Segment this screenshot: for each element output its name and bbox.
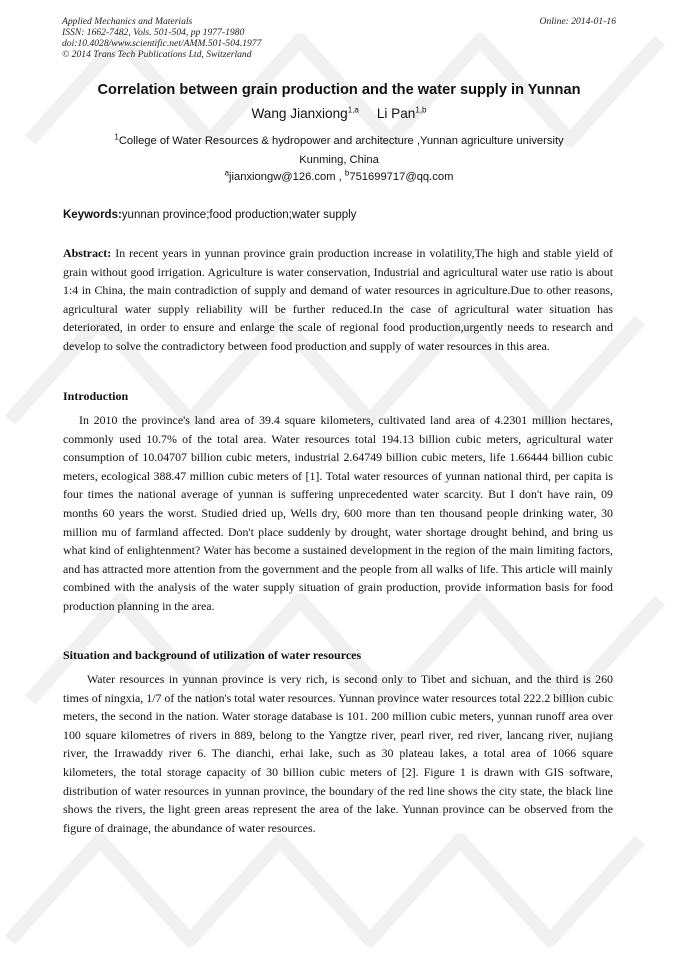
online-date: Online: 2014-01-16 bbox=[539, 16, 616, 27]
doi-line: doi:10.4028/www.scientific.net/AMM.501-504.1977 bbox=[62, 38, 262, 49]
abstract-paragraph bbox=[63, 244, 613, 356]
affiliation-city: Kunming, China bbox=[299, 154, 379, 166]
author-name: Li Pan bbox=[376, 106, 416, 121]
affiliation-institution: College of Water Resources & hydropower and architecture ,Yunnan agriculture university bbox=[118, 135, 564, 147]
author-list bbox=[40, 106, 638, 121]
keywords-label: Keywords: bbox=[63, 209, 122, 221]
abstract-label: Abstract: bbox=[63, 246, 112, 260]
affiliation-line bbox=[40, 132, 638, 147]
email-link: jianxiongw@126.com , bbox=[229, 171, 342, 183]
journal-name: Applied Mechanics and Materials bbox=[62, 16, 193, 27]
abstract-text: In recent years in yunnan province grain production increase in volatility,The high and stable yield of grain without good irrigation. Agriculture is water conservation, Industrial and agricultural water use ratio is about 1:4 in China, the main contradiction of supply and demand of water resources in agriculture.Due to other reasons, agricultural water supply reliability will be further reduced.In the case of agricultural water situation has deteriorated, in order to ensure and enlarge the scale of regional food production,urgently needs to research and develop to solve the contradictory between food production and supply of water resources in this area. bbox=[63, 246, 613, 353]
author-emails bbox=[40, 168, 638, 183]
keywords-text: yunnan province;food production;water supply bbox=[121, 209, 357, 221]
section-heading-water-resources: Situation and background of utilization of water resources bbox=[63, 648, 362, 662]
introduction-paragraph: In 2010 the province's land area of 39.4 square kilometers, cultivated land area of 4.2301 million hectares, commonly used 10.7% of the total area. Water resources total 194.13 billion cubic meters, agricultural water consumption of 10.04707 billion cubic meters, industrial 2.64749 billion cubic meters, life 1.66444 billion cubic meters, ecological 388.47 million cubic meters of [1]. Total water resources of yunnan national third, per capita is four times the national average of yunnan is suffering unprecedented water scarcity. But I don't have rain, 09 months 60 years the worst. Studied dried up, Wells dry, 600 more than ten thousand people drinking water, 30 million mu of farmland affected. Don't place suddenly by drought, water shortage drought behind, and bring us what kind of enlightenment? Water has become a sustained development in the region of the main limiting factors, and has attracted more attention from the government and the people from all walks of life. This article will mainly combined with the analysis of the water supply situation of grain production, provide information basis for food production planning in the area. bbox=[63, 413, 613, 613]
email-link: 751699717@qq.com bbox=[349, 171, 454, 183]
email-superscript: a bbox=[224, 168, 230, 178]
copyright-line: © 2014 Trans Tech Publications Ltd, Switzerland bbox=[62, 49, 252, 60]
paper-title: Correlation between grain production and the water supply in Yunnan bbox=[97, 82, 581, 98]
journal-header bbox=[62, 16, 392, 60]
email-superscript: b bbox=[344, 168, 350, 178]
affiliation-superscript: 1 bbox=[114, 132, 119, 142]
author-name: Wang Jianxiong bbox=[251, 106, 348, 121]
water-resources-paragraph: Water resources in yunnan province is very rich, is second only to Tibet and sichuan, and the third is 260 times of ningxia, 1/7 of the nation's total water resources. Yunnan province water resources total 222.2 billion cubic meters, the second in the nation. Water storage database is 101. 200 million cubic meters, yunnan runoff area over 100 square kilometres of rivers in 889, belong to the Yangtze river, pearl river, red river, lancang river, nujiang river, the Irrawaddy river 6. The dianchi, erhai lake, such as 30 plateau lakes, a total area of 1066 square kilometers, the total storage capacity of 30 billion cubic meters of [2]. Figure 1 is drawn with GIS software, distribution of water resources in yunnan province, the boundary of the red line shows the city state, the black line shows the rivers, the light green areas represent the area of the lake. Yunnan province can be observed from the figure of drainage, the abundance of water resources. bbox=[63, 672, 613, 835]
author-superscript: 1,b bbox=[415, 105, 427, 115]
section-heading-introduction: Introduction bbox=[63, 389, 129, 403]
issn-line: ISSN: 1662-7482, Vols. 501-504, pp 1977-1980 bbox=[62, 27, 245, 38]
author-superscript: 1,a bbox=[347, 105, 359, 115]
keywords bbox=[63, 209, 356, 221]
